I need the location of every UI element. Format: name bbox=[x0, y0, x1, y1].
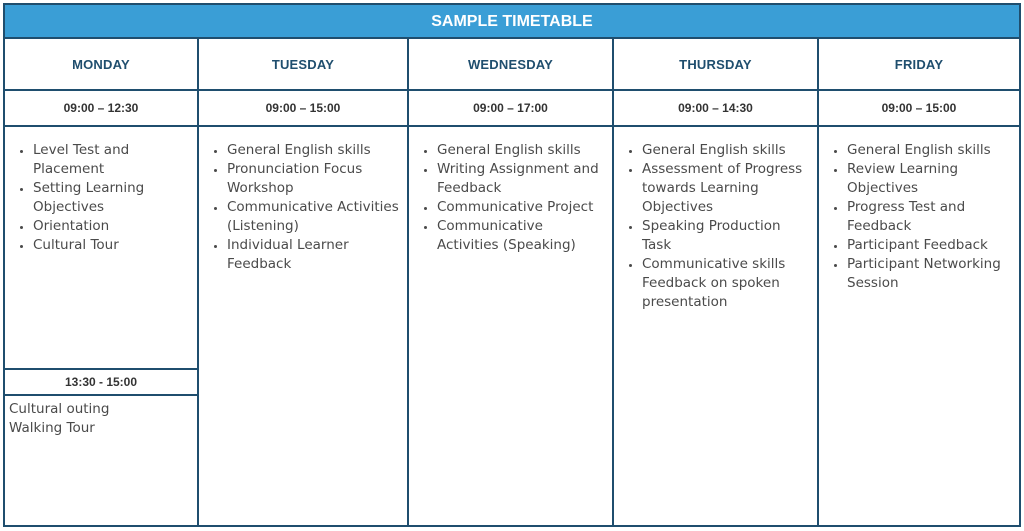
afternoon-line: Cultural outing bbox=[9, 401, 110, 417]
activity-list bbox=[614, 127, 817, 312]
time-slot: 09:00 – 15:00 bbox=[819, 91, 1019, 127]
activity-list bbox=[819, 127, 1019, 293]
day-column-thursday bbox=[612, 39, 817, 525]
activity-item: • Communicative Project bbox=[437, 198, 608, 217]
morning-block bbox=[5, 127, 197, 370]
activity-item: • General English skills bbox=[227, 141, 403, 160]
time-slot: 09:00 – 15:00 bbox=[199, 91, 407, 127]
activity-item: • Review Learning Objectives bbox=[847, 160, 1015, 198]
activity-list bbox=[5, 127, 197, 255]
activity-item: • Setting Learning Objectives bbox=[33, 179, 193, 217]
activity-item: • Communicative Activities (Listening) bbox=[227, 198, 403, 236]
activity-item: • Participant Feedback bbox=[847, 236, 1015, 255]
activity-item: • Orientation bbox=[33, 217, 193, 236]
afternoon-time-slot: 13:30 - 15:00 bbox=[5, 370, 197, 396]
time-slot: 09:00 – 14:30 bbox=[614, 91, 817, 127]
activity-item: • Communicative Activities (Speaking) bbox=[437, 217, 608, 255]
time-slot: 09:00 – 12:30 bbox=[5, 91, 197, 127]
day-column-wednesday bbox=[407, 39, 612, 525]
afternoon-line: Walking Tour bbox=[9, 420, 95, 436]
day-header: TUESDAY bbox=[199, 39, 407, 91]
day-column-friday bbox=[817, 39, 1019, 525]
activity-item: • Pronunciation Focus Workshop bbox=[227, 160, 403, 198]
activity-item: • Speaking Production Task bbox=[642, 217, 813, 255]
activity-item: • Participant Networking Session bbox=[847, 255, 1015, 293]
day-column-monday bbox=[5, 39, 197, 525]
day-header: FRIDAY bbox=[819, 39, 1019, 91]
day-header: MONDAY bbox=[5, 39, 197, 91]
timetable bbox=[3, 3, 1021, 527]
activity-item: • General English skills bbox=[642, 141, 813, 160]
activity-item: • Assessment of Progress towards Learning Objectives bbox=[642, 160, 813, 217]
activity-item: • Communicative skills Feedback on spoken presentation bbox=[642, 255, 813, 312]
afternoon-block bbox=[5, 396, 197, 438]
day-header: WEDNESDAY bbox=[409, 39, 612, 91]
activity-item: • Cultural Tour bbox=[33, 236, 193, 255]
activity-item: • General English skills bbox=[437, 141, 608, 160]
activity-item: • General English skills bbox=[847, 141, 1015, 160]
timetable-title: SAMPLE TIMETABLE bbox=[5, 5, 1019, 39]
activity-item: • Writing Assignment and Feedback bbox=[437, 160, 608, 198]
day-column-tuesday bbox=[197, 39, 407, 525]
activity-item: • Level Test and Placement bbox=[33, 141, 193, 179]
time-slot: 09:00 – 17:00 bbox=[409, 91, 612, 127]
activity-item: • Progress Test and Feedback bbox=[847, 198, 1015, 236]
day-header: THURSDAY bbox=[614, 39, 817, 91]
activity-item: • Individual Learner Feedback bbox=[227, 236, 403, 274]
activity-list bbox=[409, 127, 612, 255]
activity-list bbox=[199, 127, 407, 274]
